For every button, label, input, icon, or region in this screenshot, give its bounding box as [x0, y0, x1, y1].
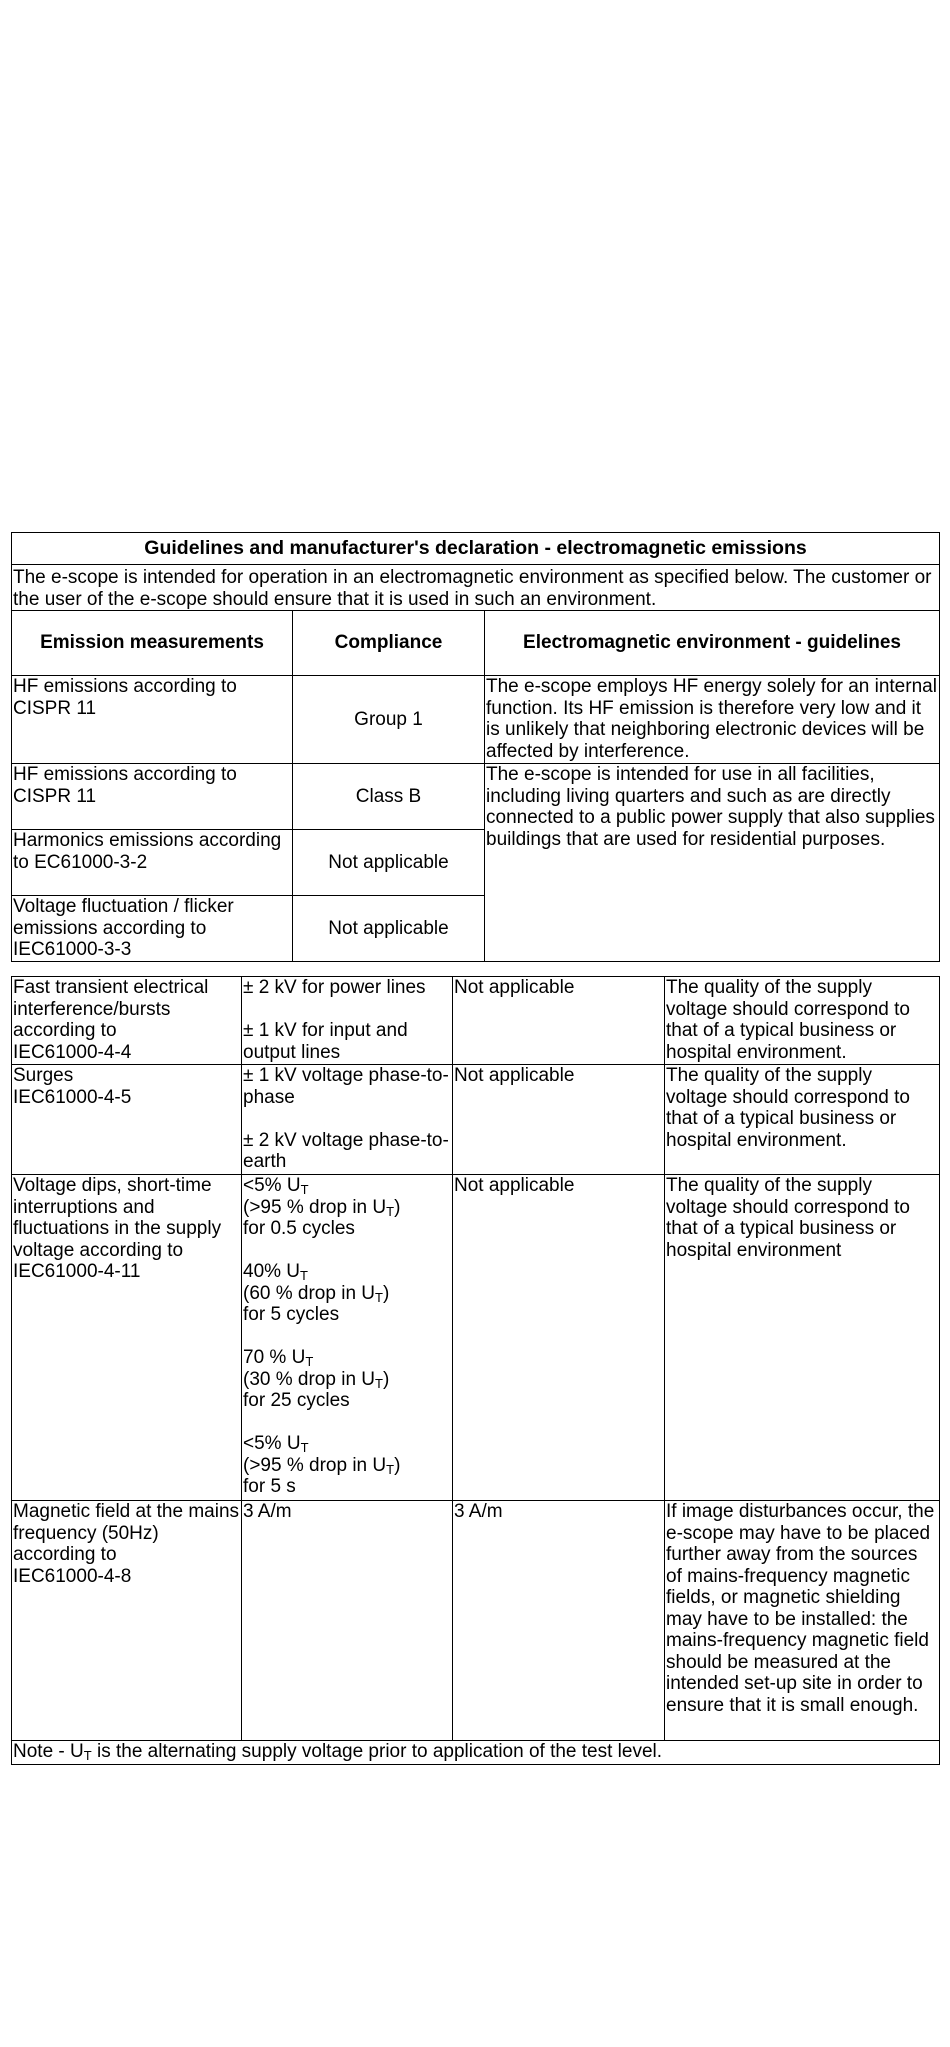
emission-measurement: HF emissions according to CISPR 11: [12, 676, 293, 764]
test-level: 3 A/m: [242, 1501, 453, 1741]
test-level-line: ± 1 kV voltage phase-to-phase: [243, 1065, 449, 1108]
compliance-level: Not applicable: [453, 1175, 665, 1501]
test-level-line: ± 2 kV voltage phase-to-earth: [243, 1129, 449, 1172]
test-level: [242, 977, 453, 1065]
footnote: [12, 1741, 940, 1765]
subscript-t: T: [386, 1203, 395, 1219]
emission-guideline: The e-scope employs HF energy solely for an internal function. Its HF emission is therefore very low and it is unlikely that neighboring electronic devices will be affected by interference.: [485, 676, 940, 764]
immunity-table: [11, 976, 940, 1765]
immunity-test: [12, 1065, 242, 1175]
environment-guideline: The quality of the supply voltage should correspond to that of a typical business or hospital environment.: [665, 1065, 940, 1175]
test-standard: IEC61000-4-5: [13, 1086, 132, 1108]
emission-guideline: The e-scope is intended for use in all facilities, including living quarters and such as are directly connected to a public power supply that also supplies buildings that are used for residential purposes.: [485, 764, 940, 962]
level-value: <5% U: [243, 1433, 301, 1454]
subscript-t: T: [300, 1268, 308, 1283]
emission-compliance: Class B: [293, 764, 485, 830]
header-environment-guidelines: Electromagnetic environment - guidelines: [485, 611, 940, 676]
header-emission-measurements: Emission measurements: [12, 611, 293, 676]
level-drop: (>95 % drop in U: [243, 1196, 387, 1218]
subscript-t: T: [83, 1748, 92, 1763]
test-level-line: ± 2 kV for power lines: [243, 977, 426, 998]
level-drop-close: ): [382, 1282, 390, 1304]
test-standard: IEC61000-4-11: [13, 1261, 141, 1282]
environment-guideline: If image disturbances occur, the e-scope may have to be placed further away from the sources of mains-frequency magnetic fields, or magnetic shielding may have to be installed: the mains-frequency magnetic field should be measured at the intended set-up site in order to ensure that it is small enough.: [665, 1501, 940, 1741]
environment-guideline: The quality of the supply voltage should correspond to that of a typical business or hospital environment: [665, 1175, 940, 1501]
level-drop: (>95 % drop in U: [243, 1454, 387, 1476]
test-name: Fast transient electrical interference/bursts according to: [13, 977, 209, 1041]
emission-compliance: Not applicable: [293, 830, 485, 896]
level-value: <5% U: [243, 1175, 301, 1196]
compliance-level: 3 A/m: [453, 1501, 665, 1741]
immunity-test: [12, 1175, 242, 1501]
note-suffix: is the alternating supply voltage prior to application of the test level.: [91, 1741, 663, 1762]
test-level: [242, 1175, 453, 1501]
level-value: 40% U: [243, 1261, 301, 1282]
immunity-test: [12, 977, 242, 1065]
emissions-intro: The e-scope is intended for operation in an electromagnetic environment as specified below. The customer or the user of the e-scope should ensure that it is used in such an environment.: [12, 565, 940, 611]
test-standard: IEC61000-4-4: [13, 1041, 132, 1063]
test-name: Voltage dips, short-time interruptions and fluctuations in the supply voltage according to: [13, 1175, 222, 1261]
level-drop-close: ): [394, 1454, 401, 1476]
level-duration: for 25 cycles: [243, 1390, 350, 1411]
test-standard: IEC61000-4-8: [13, 1565, 132, 1587]
level-value: 70 % U: [243, 1347, 306, 1368]
subscript-t: T: [300, 1182, 309, 1197]
note-prefix: Note - U: [13, 1741, 84, 1762]
level-drop-close: ): [394, 1196, 401, 1218]
compliance-level: Not applicable: [453, 977, 665, 1065]
subscript-t: T: [300, 1440, 309, 1455]
environment-guideline: The quality of the supply voltage should correspond to that of a typical business or hospital environment.: [665, 977, 940, 1065]
emission-measurement: Voltage fluctuation / flicker emissions according to IEC61000-3-3: [12, 896, 293, 962]
test-name: Surges: [13, 1065, 74, 1086]
level-drop: (30 % drop in U: [243, 1368, 376, 1390]
test-level: [242, 1065, 453, 1175]
level-duration: for 0.5 cycles: [243, 1218, 355, 1239]
immunity-test: [12, 1501, 242, 1741]
emissions-title: Guidelines and manufacturer's declaration - electromagnetic emissions: [12, 533, 940, 565]
level-drop: (60 % drop in U: [243, 1282, 376, 1304]
emissions-table: [11, 532, 940, 962]
subscript-t: T: [375, 1289, 383, 1305]
level-drop-close: ): [382, 1368, 390, 1390]
test-level-line: ± 1 kV for input and output lines: [243, 1020, 408, 1063]
level-duration: for 5 cycles: [243, 1304, 340, 1325]
compliance-level: Not applicable: [453, 1065, 665, 1175]
subscript-t: T: [386, 1461, 395, 1477]
emission-compliance: Not applicable: [293, 896, 485, 962]
emission-measurement: HF emissions according to CISPR 11: [12, 764, 293, 830]
subscript-t: T: [375, 1375, 383, 1391]
emission-compliance: Group 1: [293, 676, 485, 764]
emission-measurement: Harmonics emissions according to EC61000-3-2: [12, 830, 293, 896]
test-name: Magnetic field at the mains frequency (50Hz) according to: [13, 1501, 240, 1565]
level-duration: for 5 s: [243, 1476, 296, 1497]
header-compliance: Compliance: [293, 611, 485, 676]
subscript-t: T: [305, 1354, 314, 1369]
